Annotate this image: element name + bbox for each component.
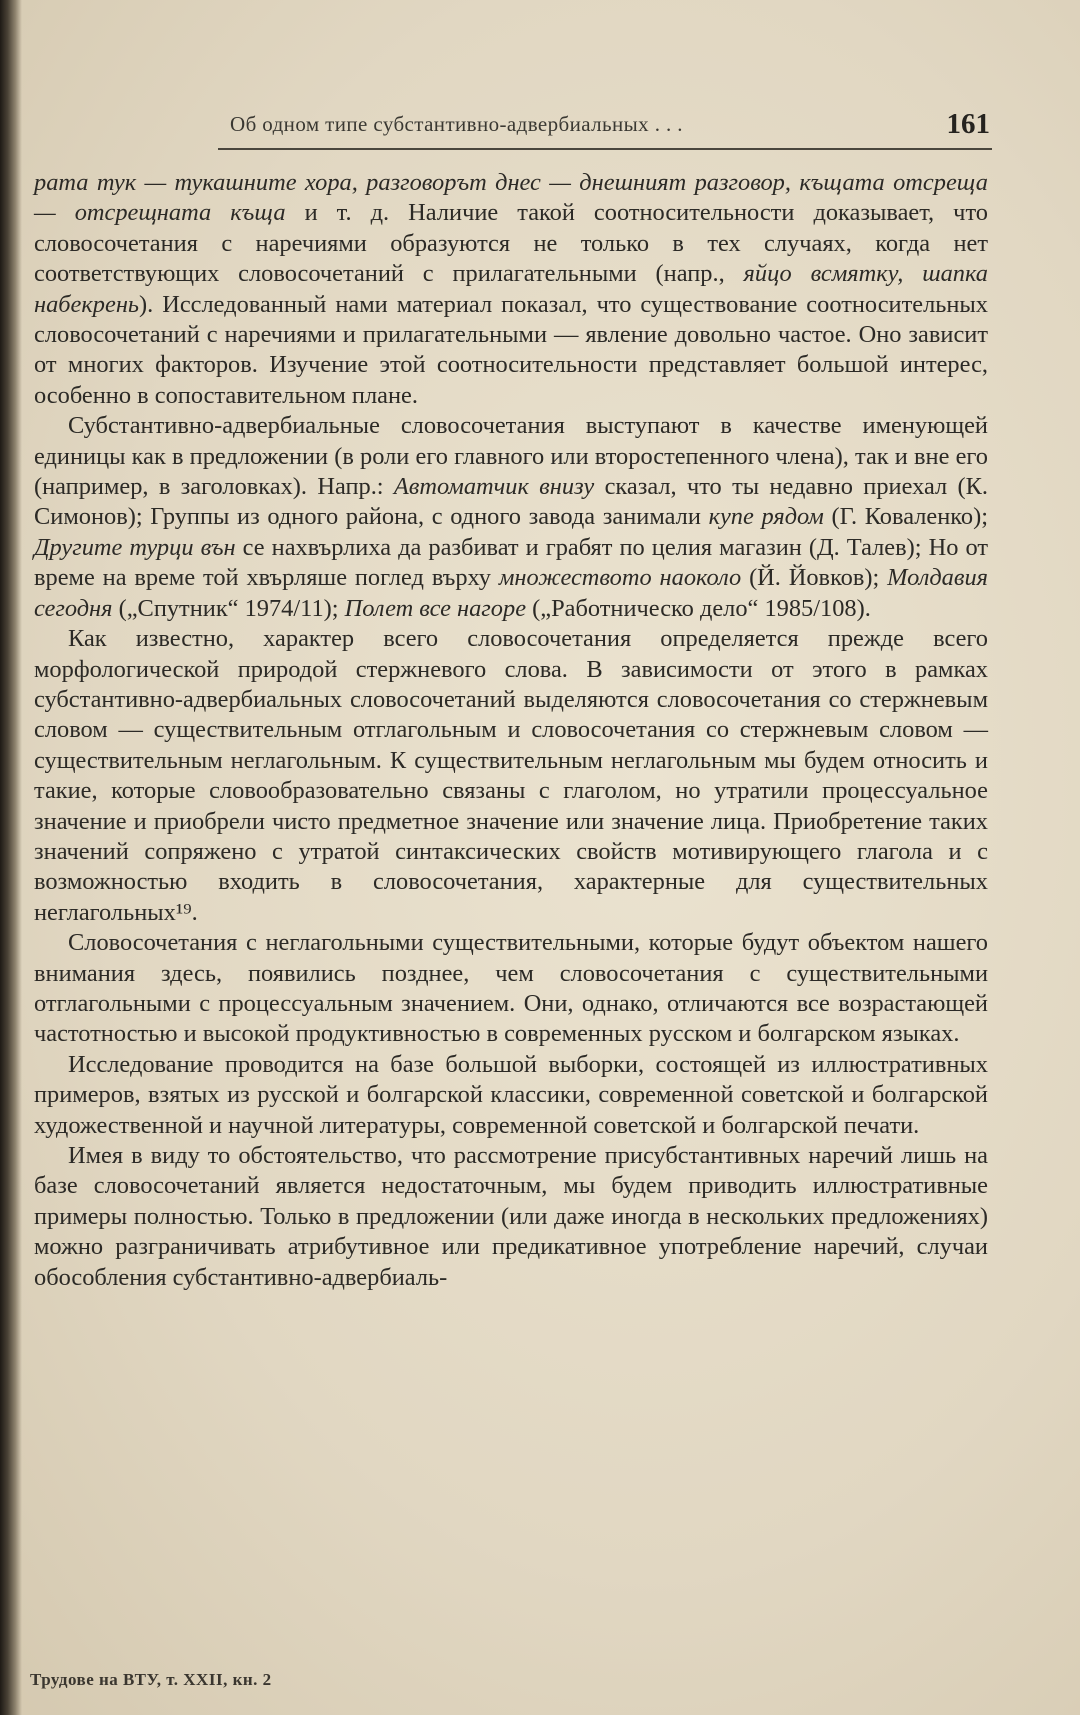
text-run: се нахвърлиха да разбиват и грабят по целия магазин (Д. Талев); Но от време на време той хвърляше поглед върху: [34, 533, 989, 592]
text-run: Словосочетания с неглагольными существительными, которые будут объектом нашего внимания здесь, появились позднее, чем словосочетания с существительными отглагольными с процессуальным значением. Они, однако, отличаются все возрастающей частотностью и высокой продуктивностью в современных русском и болгарском языках.: [34, 929, 988, 1048]
text-run: (Г. Коваленко);: [823, 503, 988, 531]
italic-example: Молдавия сегодня: [34, 564, 988, 622]
page-number: 161: [946, 108, 990, 140]
text-run: ). Исследованный нами материал показал, что существование соотносительных словосочетаний с наречиями и прилагательными — явление довольно частое. Оно зависит от многих факторов. Изучение этой соотносительности представляет большой интерес, особенно в сопоставительном плане.: [34, 290, 988, 409]
text-run: („Работническо дело“ 1985/108).: [526, 594, 871, 622]
paragraph: [34, 624, 988, 928]
italic-example: яйцо всмятку, шапка набекрень: [34, 260, 988, 318]
running-title: Об одном типе субстантивно-адвербиальных . . .: [230, 112, 683, 136]
page-header: [230, 108, 990, 148]
paragraph: [34, 168, 988, 411]
italic-example: Другите турци вън: [34, 533, 236, 561]
italic-example: множеството наоколо: [498, 564, 742, 592]
paragraph: [34, 411, 988, 624]
italic-example: рата тук — тукашните хора, разговорът днес — днешният разговор, къщата отсреща — отсрещната къща: [34, 169, 988, 227]
paragraph: [34, 1141, 988, 1293]
italic-example: Полет все нагоре: [344, 594, 527, 622]
italic-example: Автоматчик внизу: [393, 473, 595, 501]
text-run: Имея в виду то обстоятельство, что рассмотрение присубстантивных наречий лишь на базе словосочетаний является недостаточным, мы будем приводить иллюстративные примеры полностью. Только в предложении (или даже иногда в нескольких предложениях) можно разграничивать атрибутивное или предикативное употребление наречий, случаи обособления субстантивно-адвербиаль-: [34, 1142, 988, 1291]
text-run: Как известно, характер всего словосочетания определяется прежде всего морфологической природой стержневого слова. В зависимости от этого в рамках субстантивно-адвербиальных словосочетаний выделяются словосочетания со стержневым словом — существительным отглагольным и словосочетания со стержневым словом — существительным неглагольным. К существительным неглагольным мы будем относить и такие, которые словообразовательно связаны с глаголом, но утратили процессуальное значение и приобрели чисто предметное значение или значение лица. Приобретение таких значений сопряжено с утратой синтаксических свойств мотивирующего глагола и с возможностью входить в словосочетания, характерные для существительных неглагольных¹⁹.: [34, 625, 988, 926]
footer-source: Трудове на ВТУ, т. XXII, кн. 2: [30, 1670, 272, 1689]
text-run: Субстантивно-адвербиальные словосочетания выступают в качестве именующей единицы как в предложении (в роли его главного или второстепенного члена), так и вне его (например, в заголовках). Напр.:: [34, 412, 988, 501]
binding-shadow: [0, 0, 22, 1715]
paragraph: [34, 1050, 988, 1141]
text-run: (Й. Йовков);: [741, 564, 888, 592]
text-run: Исследование проводится на базе большой выборки, состоящей из иллюстративных примеров, взятых из русской и болгарской классики, современной советской и болгарской художественной и научной литературы, современной советской и болгарской печати.: [34, 1050, 988, 1139]
body-text: [34, 168, 988, 1293]
header-rule: [218, 148, 992, 150]
text-run: и т. д. Наличие такой соотносительности доказывает, что словосочетания с наречиями образуются не только в тех случаях, когда нет соответствующих словосочетаний с прилагательными (напр.,: [34, 199, 988, 288]
text-run: сказал, что ты недавно приехал (К. Симонов); Группы из одного района, с одного завода занимали: [34, 473, 988, 531]
paragraph: [34, 928, 988, 1050]
text-run: („Спутник“ 1974/11);: [112, 594, 345, 622]
italic-example: купе рядом: [708, 503, 824, 531]
